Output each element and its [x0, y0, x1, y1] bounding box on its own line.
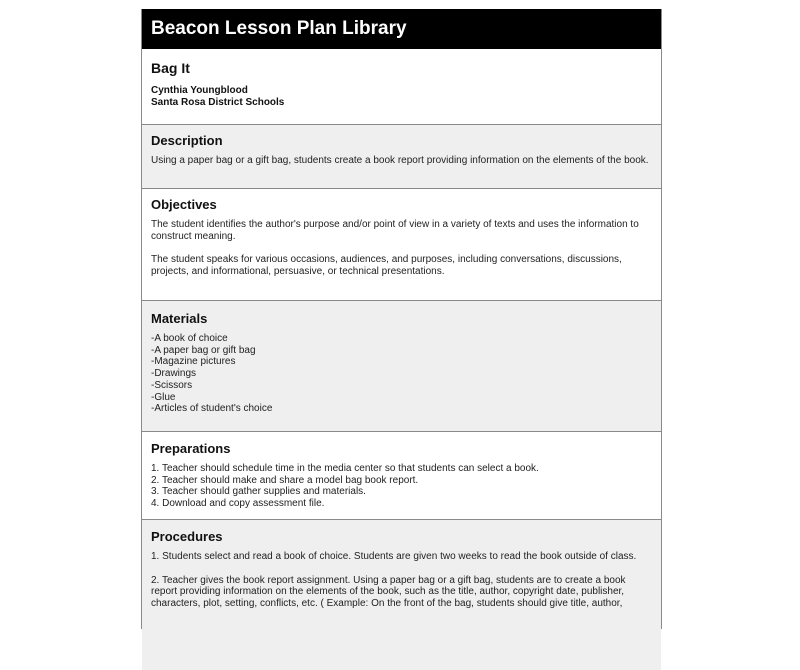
procedures-section [142, 520, 661, 670]
objectives-heading: Objectives [151, 197, 217, 212]
library-banner: Beacon Lesson Plan Library [142, 9, 661, 49]
material-item: -A paper bag or gift bag [151, 344, 256, 356]
material-item: -Drawings [151, 368, 197, 380]
procedure-paragraph: 1. Students select and read a book of choice. Students are given two weeks to read the book outside of class. [151, 551, 637, 562]
procedures-heading: Procedures [151, 529, 223, 544]
objectives-section [142, 189, 661, 301]
preparation-item: 3. Teacher should gather supplies and materials. [151, 486, 366, 498]
lesson-title: Bag It [151, 60, 190, 76]
procedure-paragraph: 2. Teacher gives the book report assignment. Using a paper bag or a gift bag, students are to create a book report providing information on the elements of the book, such as the title, author, copyright date, publisher, characters, plot, setting, conflicts, etc. ( Example: On the front of the bag, students should give title, author, [151, 574, 626, 609]
material-item: -Glue [151, 391, 176, 403]
material-item: -Scissors [151, 379, 193, 391]
preparation-item: 2. Teacher should make and share a model bag book report. [151, 474, 419, 486]
lesson-header-section [142, 49, 661, 125]
material-item: -Articles of student's choice [151, 403, 273, 415]
description-heading: Description [151, 133, 223, 148]
material-item: -Magazine pictures [151, 356, 236, 368]
material-item: -A book of choice [151, 333, 228, 344]
preparations-section [142, 432, 661, 520]
materials-section [142, 301, 661, 432]
preparation-item: 4. Download and copy assessment file. [151, 498, 325, 510]
preparation-item: 1. Teacher should schedule time in the media center so that students can select a book. [151, 463, 539, 474]
lesson-district: Santa Rosa District Schools [151, 97, 285, 108]
objective-paragraph: The student speaks for various occasions, audiences, and purposes, including conversations, discussions, projects, and informational, persuasive, or technical presentations. [151, 254, 622, 277]
lesson-page [141, 9, 662, 629]
materials-heading: Materials [151, 311, 208, 326]
objective-paragraph: The student identifies the author's purpose and/or point of view in a variety of texts and uses the information to construct meaning. [151, 219, 639, 242]
lesson-author: Cynthia Youngblood [151, 85, 248, 96]
description-text: Using a paper bag or a gift bag, students create a book report providing information on the elements of the book. [151, 155, 649, 166]
description-section [142, 125, 661, 189]
preparations-heading: Preparations [151, 441, 231, 456]
